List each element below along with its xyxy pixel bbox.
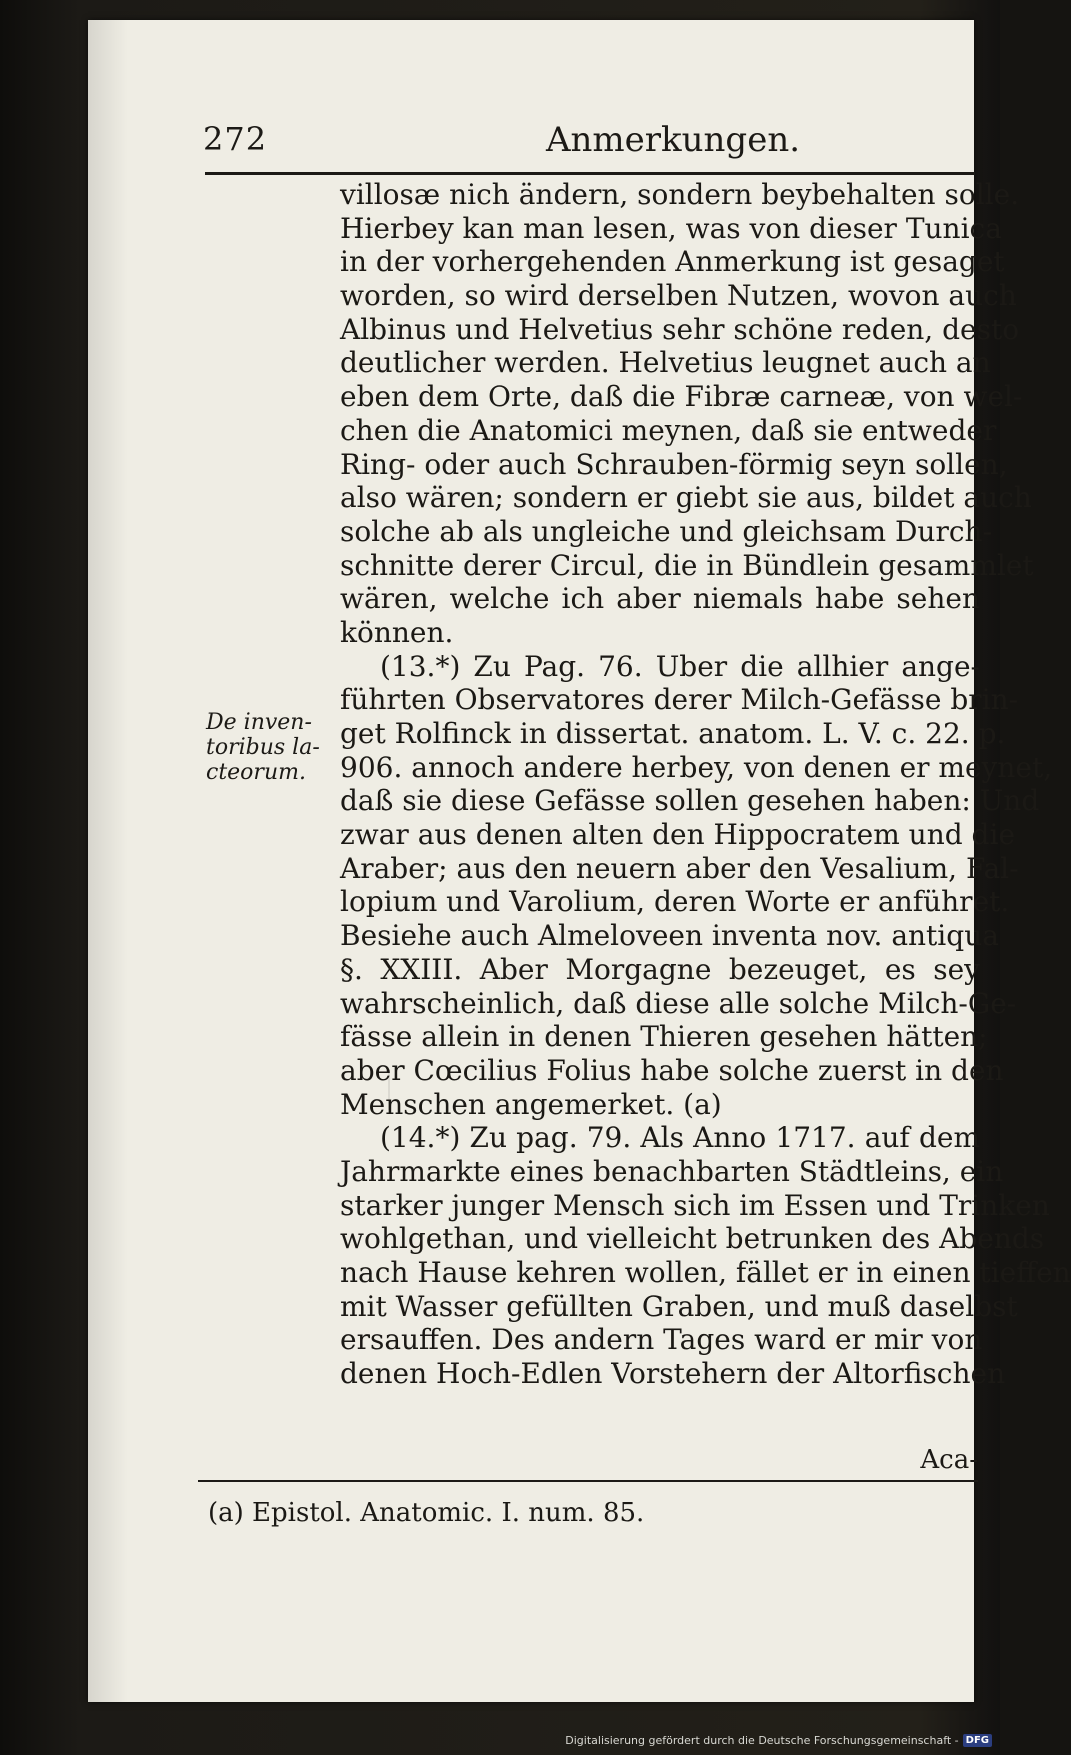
text-line: worden, so wird derselben Nutzen, wovon auch xyxy=(340,279,1017,313)
text-line: nach Hause kehren wollen, fället er in einen tieffen xyxy=(340,1256,1071,1289)
text-line: Ring- oder auch Schrauben-förmig seyn sollen, xyxy=(340,447,1008,481)
text-line: Menschen angemerket. (a) xyxy=(340,1087,722,1121)
text-line: also wären; sondern er giebt sie aus, bildet auch xyxy=(340,481,1032,515)
paper-fold-mark xyxy=(388,1070,390,1110)
text-line: ersauffen. Des andern Tages ward er mir von xyxy=(340,1323,983,1357)
text-line: Jahrmarkte eines benachbarten Städtleins, ein xyxy=(340,1154,1004,1188)
text-line: eben dem Orte, daß die Fibræ carneæ, von wel- xyxy=(340,380,1023,414)
running-head: Anmerkungen. xyxy=(545,120,801,160)
text-line: wären, welche ich aber niemals habe sehen xyxy=(340,582,980,616)
text-line: Albinus und Helvetius sehr schöne reden, desto xyxy=(340,312,1020,346)
text-line: wahrscheinlich, daß diese alle solche Milch-Ge- xyxy=(340,986,1017,1020)
text-line: in der vorhergehenden Anmerkung ist gesaget xyxy=(340,245,1005,279)
text-line: denen Hoch-Edlen Vorstehern der Altorfischen xyxy=(340,1357,1006,1391)
body-text xyxy=(340,178,1071,1391)
page-number: 272 xyxy=(203,120,268,158)
text-line: starker junger Mensch sich im Essen und Trinken xyxy=(340,1188,1050,1222)
text-line: lopium und Varolium, deren Worte er anführet. xyxy=(340,885,1010,919)
text-line: 906. annoch andere herbey, von denen er meynet, xyxy=(340,750,1053,784)
marginal-note-line: toribus la- xyxy=(206,735,320,760)
text-line: fässe allein in denen Thieren gesehen hätten; xyxy=(340,1020,988,1054)
header-rule xyxy=(205,172,975,175)
catchword: Aca- xyxy=(920,1445,978,1475)
text-line: (13.*) Zu Pag. 76. Uber die allhier ange- xyxy=(380,649,980,683)
text-line: Besiehe auch Almeloveen inventa nov. antiqua xyxy=(340,919,999,953)
marginal-note xyxy=(206,710,336,785)
dfg-logo-icon: DFG xyxy=(963,1734,992,1747)
text-line: §. XXIII. Aber Morgagne bezeuget, es sey xyxy=(340,952,980,986)
text-line: chen die Anatomici meynen, daß sie entweder xyxy=(340,413,997,447)
text-line: schnitte derer Circul, die in Bündlein gesammlet xyxy=(340,548,1034,582)
text-line: villosæ nich ändern, sondern beybehalten solle. xyxy=(340,178,1020,211)
footnote-rule xyxy=(198,1480,978,1482)
text-line: Hierbey kan man lesen, was von dieser Tunica xyxy=(340,211,1002,245)
text-line: wohlgethan, und vielleicht betrunken des Abends xyxy=(340,1222,1045,1256)
credit-text: Digitalisierung gefördert durch die Deutsche Forschungsgemeinschaft - xyxy=(565,1734,959,1747)
text-line: Araber; aus den neuern aber den Vesalium, Fal- xyxy=(340,851,1019,885)
text-line: get Rolfinck in dissertat. anatom. L. V. c. 22. p. xyxy=(340,717,1006,750)
text-line: zwar aus denen alten den Hippocratem und die xyxy=(340,818,1016,852)
text-line: mit Wasser gefüllten Graben, und muß daselbst xyxy=(340,1289,1018,1323)
marginal-note-line: cteorum. xyxy=(206,760,306,785)
digitization-credit xyxy=(565,1734,992,1747)
book-page xyxy=(88,20,1071,1702)
text-line: aber Cœcilius Folius habe solche zuerst in den xyxy=(340,1053,1004,1087)
footnote: (a) Epistol. Anatomic. I. num. 85. xyxy=(208,1498,645,1528)
marginal-note-line: De inven- xyxy=(206,710,312,735)
text-line: können. xyxy=(340,615,454,649)
text-line: deutlicher werden. Helvetius leugnet auch an xyxy=(340,346,991,380)
text-line: (14.*) Zu pag. 79. Als Anno 1717. auf dem xyxy=(380,1121,980,1155)
text-line: führten Observatores derer Milch-Gefässe brin- xyxy=(340,683,1019,717)
text-line: daß sie diese Gefässe sollen gesehen haben: Und xyxy=(340,784,1040,818)
text-line: solche ab als ungleiche und gleichsam Durch- xyxy=(340,514,993,548)
